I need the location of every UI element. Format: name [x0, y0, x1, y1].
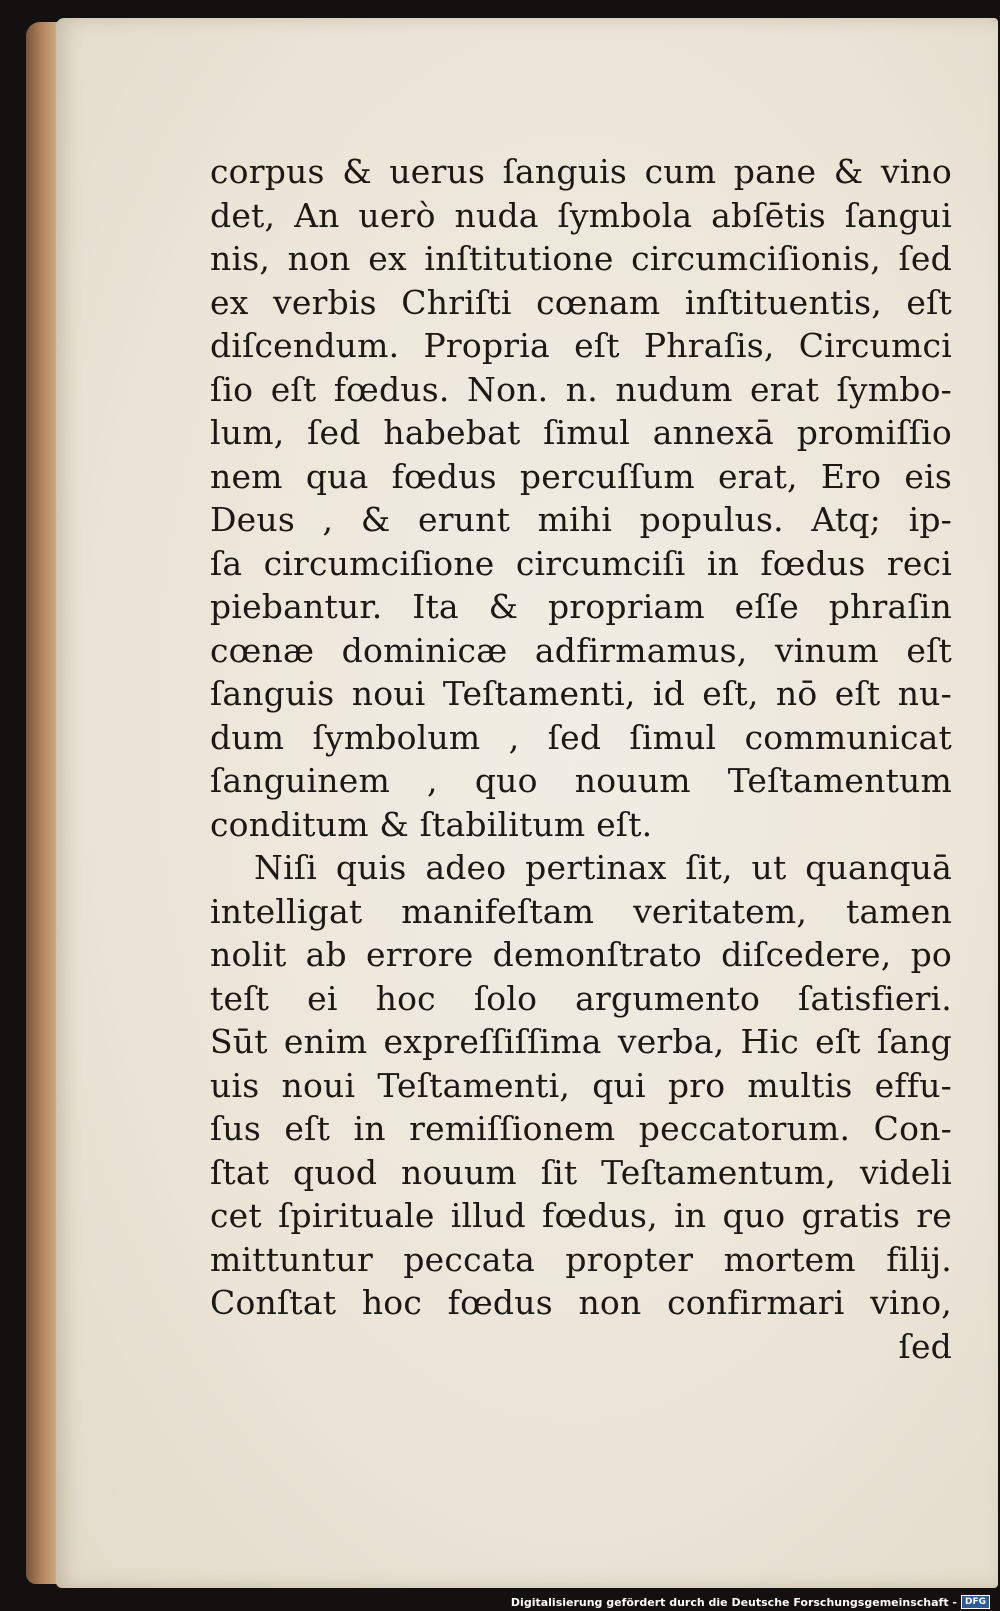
text-line: teſt ei hoc ſolo argumento ſatisfieri.: [210, 978, 952, 1018]
text-line: Deus , & erunt mihi populus. Atq; ip-: [210, 500, 952, 539]
text-line: intelligat manifeſtam veritatem, tamen: [210, 891, 952, 931]
text-line: cœnæ dominicæ adfirmamus, vinum eſt: [210, 630, 952, 670]
digitization-credit: [511, 1595, 990, 1609]
text-line: diſcendum. Propria eſt Phraſis, Circumci: [210, 326, 952, 365]
text-line: mittuntur peccata propter mortem filij.: [210, 1239, 952, 1279]
text-line: ſanguinem , quo nouum Teſtamentum: [210, 761, 952, 800]
dfg-logo: DFG: [961, 1595, 990, 1609]
catchword: ſed: [898, 1326, 952, 1366]
text-line: piebantur. Ita & propriam eſſe phraſin: [210, 587, 952, 626]
text-line: lum, ſed habebat ſimul annexā promiſſio: [210, 413, 952, 452]
text-line: ſtat quod nouum ſit Teſtamentum, videli: [210, 1152, 952, 1192]
credit-text: Digitalisierung gefördert durch die Deutsche Forschungsgemeinschaft -: [510, 1595, 957, 1609]
text-line: uis noui Teſtamenti, qui pro multis effu-: [210, 1065, 952, 1105]
paragraph-first-line: Niſi quis adeo pertinax ſit, ut quanquā: [254, 848, 952, 887]
page-text: [210, 150, 952, 1368]
text-line: ſio eſt fœdus. Non. n. nudum erat ſymbo-: [210, 369, 952, 409]
text-line: nis, non ex inſtitutione circumciſionis, ſed: [210, 239, 952, 278]
text-line: dum ſymbolum , ſed ſimul communicat: [210, 717, 952, 757]
text-line: ſa circumciſione circumciſi in fœdus reci: [210, 543, 952, 583]
text-line: cet ſpirituale illud fœdus, in quo gratis re: [210, 1196, 952, 1235]
text-line: ſanguis noui Teſtamenti, id eſt, nō eſt nu-: [210, 674, 952, 713]
text-line: ex verbis Chriſti cœnam inſtituentis, eſt: [210, 282, 952, 322]
text-line: det, An uerò nuda ſymbola abſētis ſangui: [210, 195, 952, 235]
text-line: nolit ab errore demonſtrato diſcedere, po: [210, 935, 952, 974]
text-line: corpus & uerus ſanguis cum pane & vino: [210, 152, 952, 191]
text-line: Conſtat hoc fœdus non confirmari vino,: [210, 1283, 952, 1322]
text-line: nem qua fœdus percuſſum erat, Ero eis: [210, 456, 952, 496]
text-line: Sūt enim expreſſiſſima verba, Hic eſt ſang: [210, 1022, 952, 1061]
text-line: conditum & ſtabilitum eſt.: [210, 804, 653, 844]
text-line: ſus eſt in remiſſionem peccatorum. Con-: [210, 1109, 952, 1148]
